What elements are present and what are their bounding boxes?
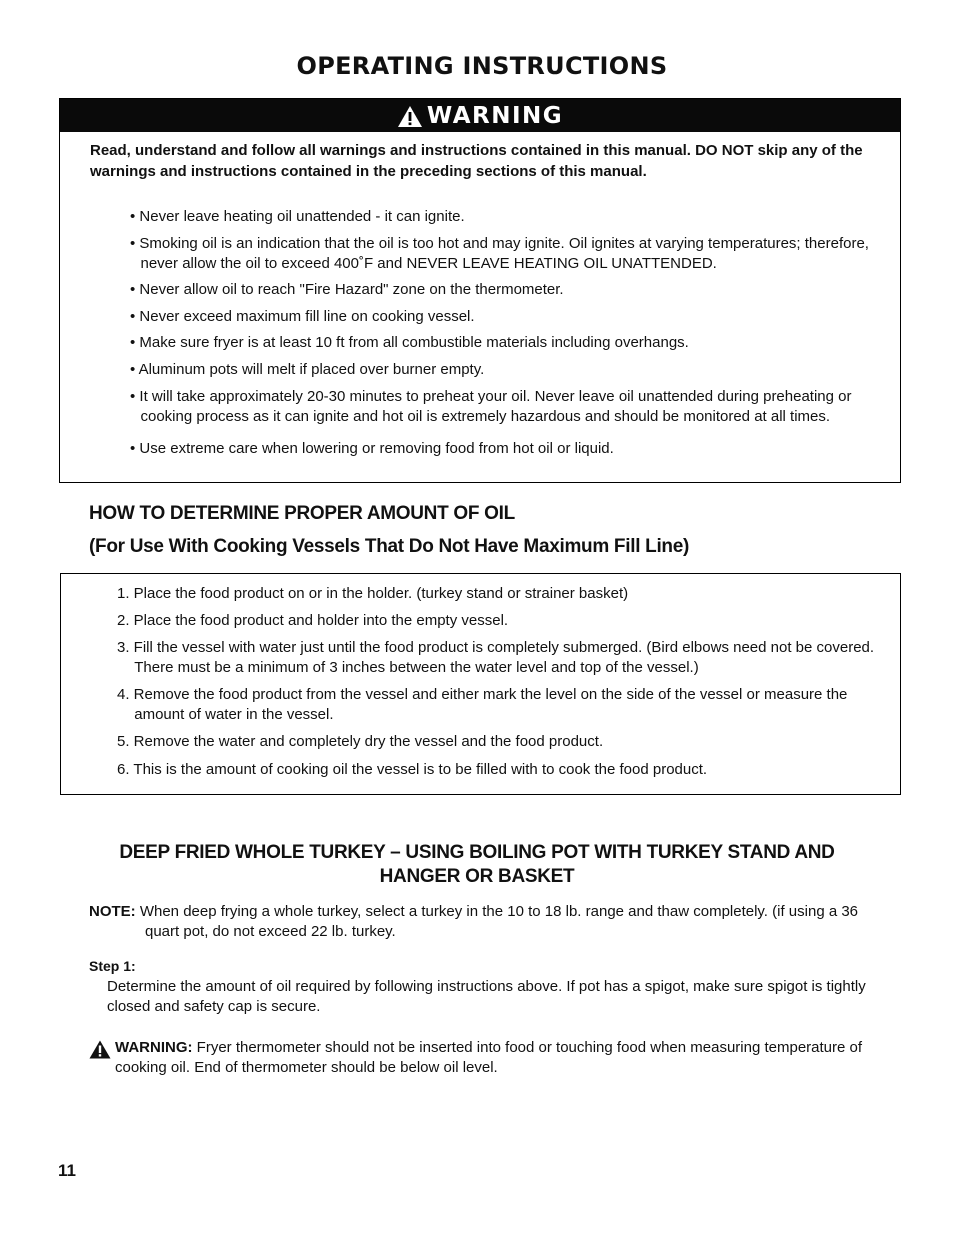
warning-box [59, 98, 901, 483]
page-number: 11 [58, 1161, 76, 1180]
warning-triangle-icon [89, 1040, 111, 1059]
thermometer-warning [89, 1038, 869, 1078]
warning-bullet: • Never exceed maximum fill line on cooking vessel. [130, 308, 475, 325]
step-text: Determine the amount of oil required by following instructions above. If pot has a spigot, make sure spigot is tightly closed and safety cap is secure. [107, 978, 866, 1015]
turkey-section-heading [89, 841, 865, 889]
warning-bullet: • Never leave heating oil unattended - it can ignite. [130, 208, 465, 225]
warning-bullet: • Smoking oil is an indication that the oil is too hot and may ignite. Oil ignites at varying temperatures; therefore, never allow the oil to exceed 400˚F and NEVER LEAVE HEATING OIL UNATTENDED. [130, 235, 869, 272]
warning-header [60, 99, 900, 132]
warning-label: WARNING: [115, 1039, 193, 1056]
warning-intro: Read, understand and follow all warnings and instructions contained in this manual. DO NOT skip any of the warnings and instructions contained in the preceding sections of this manual. [90, 142, 863, 180]
turkey-heading-line: DEEP FRIED WHOLE TURKEY – USING BOILING POT WITH TURKEY STAND AND [119, 842, 835, 863]
thermometer-warning-text [89, 1038, 869, 1078]
oil-section-subheading: (For Use With Cooking Vessels That Do Not Have Maximum Fill Line) [89, 536, 690, 557]
warning-bullet: • Make sure fryer is at least 10 ft from all combustible materials including overhangs. [130, 334, 689, 351]
oil-step: 3. Fill the vessel with water just until the food product is completely submerged. (Bird elbows need not be covered. There must be a minimum of 3 inches between the water level and top of the vessel.) [117, 639, 875, 676]
oil-step: 4. Remove the food product from the vessel and either mark the level on the side of the vessel or measure the amount of water in the vessel. [117, 686, 848, 723]
oil-section-heading: HOW TO DETERMINE PROPER AMOUNT OF OIL [89, 503, 515, 524]
oil-steps-box [60, 573, 901, 795]
oil-step: 6. This is the amount of cooking oil the vessel is to be filled with to cook the food product. [117, 761, 708, 778]
warning-bullet: • Aluminum pots will melt if placed over burner empty. [130, 361, 485, 378]
turkey-heading-line: HANGER OR BASKET [379, 866, 575, 887]
warning-bullet-list [130, 207, 890, 459]
oil-step: 1. Place the food product on or in the holder. (turkey stand or strainer basket) [117, 585, 629, 602]
note-text: When deep frying a whole turkey, select a turkey in the 10 to 18 lb. range and thaw completely. (if using a 36 quart pot, do not exceed 22 lb. turkey. [139, 903, 859, 940]
step-label: Step 1: [89, 958, 136, 974]
page-title: OPERATING INSTRUCTIONS [296, 52, 668, 80]
warning-triangle-icon [397, 105, 423, 128]
turkey-note [89, 902, 869, 942]
oil-steps-list [117, 584, 877, 780]
oil-step: 2. Place the food product and holder into the empty vessel. [117, 612, 509, 629]
warning-bullet: • Never allow oil to reach "Fire Hazard" zone on the thermometer. [130, 281, 564, 298]
warning-body: Fryer thermometer should not be inserted into food or touching food when measuring temperature of cooking oil. End of thermometer should be below oil level. [115, 1039, 863, 1076]
warning-bullet: • Use extreme care when lowering or removing food from hot oil or liquid. [130, 440, 614, 457]
warning-bullet: • It will take approximately 20-30 minutes to preheat your oil. Never leave oil unattended during preheating or cooking process as it can ignite and hot oil is extremely hazardous and should be monitored at all times. [130, 388, 852, 425]
note-label: NOTE: [89, 903, 136, 920]
oil-step: 5. Remove the water and completely dry the vessel and the food product. [117, 733, 604, 750]
warning-header-label: WARNING [426, 102, 564, 129]
